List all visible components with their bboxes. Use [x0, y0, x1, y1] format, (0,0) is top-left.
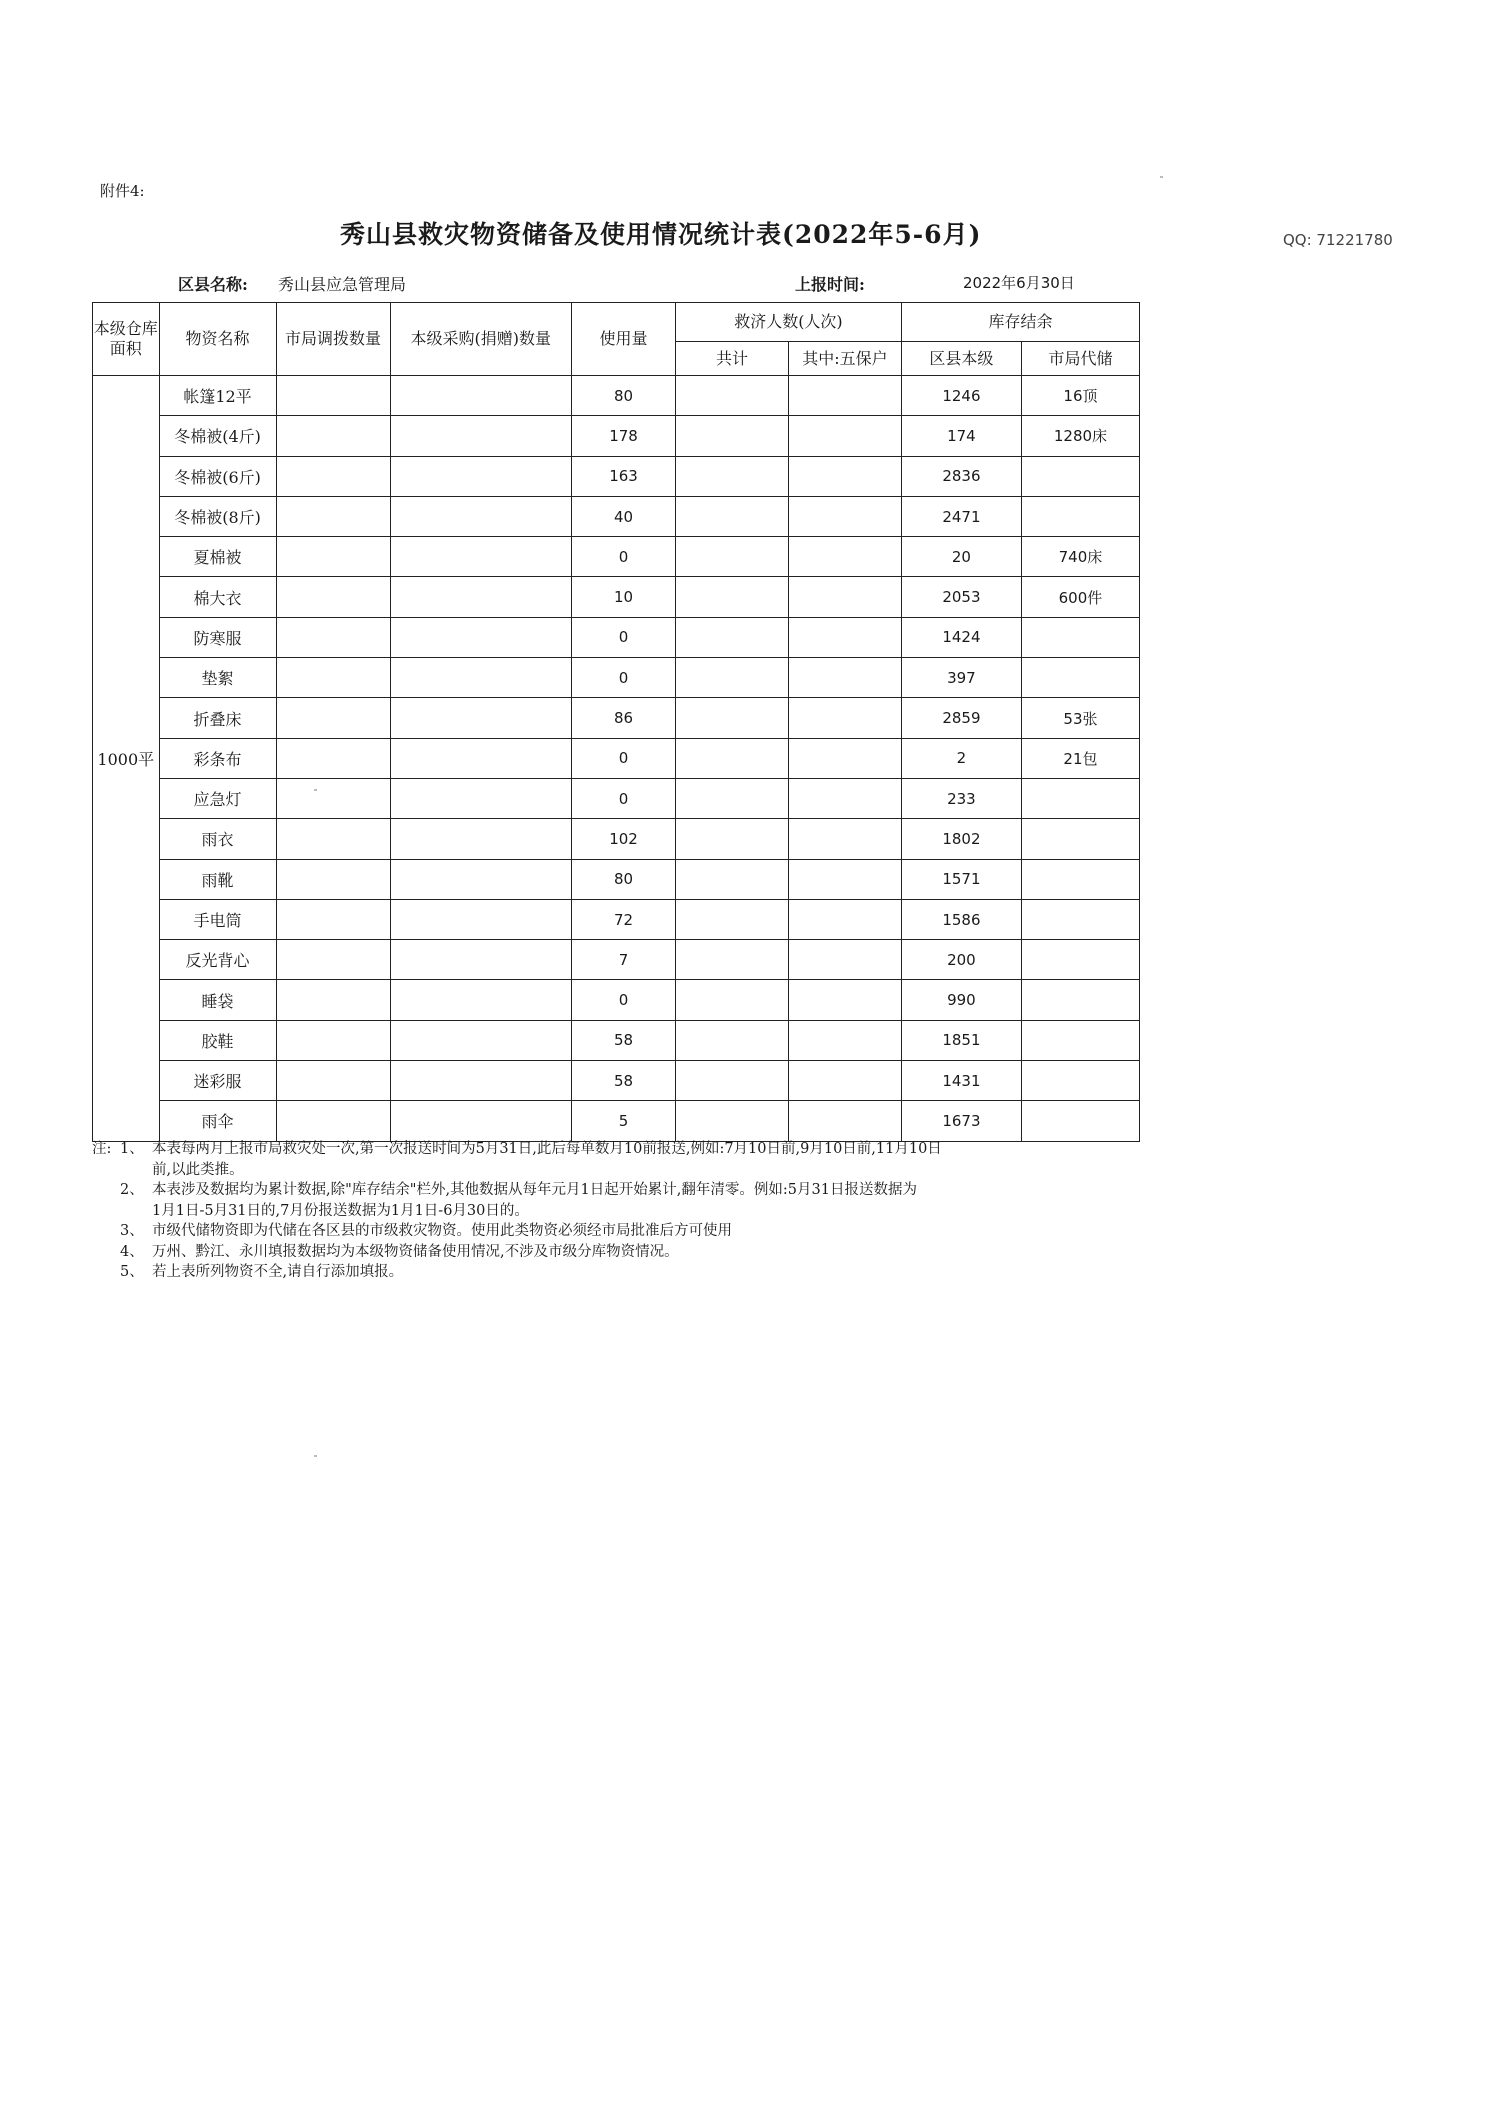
table-row — [93, 376, 1140, 416]
city-alloc-cell — [276, 899, 390, 939]
item-name-cell: 手电筒 — [159, 899, 276, 939]
table-row — [93, 899, 1140, 939]
table-row — [93, 859, 1140, 899]
relief-five-cell — [788, 859, 901, 899]
report-time-label: 上报时间: — [795, 275, 865, 294]
table-row — [93, 416, 1140, 456]
scan-speck — [314, 1455, 317, 1457]
stock-local-cell: 1802 — [901, 819, 1021, 859]
relief-total-cell — [675, 980, 788, 1020]
table-row — [93, 698, 1140, 738]
table-row — [93, 1020, 1140, 1060]
stock-local-cell: 200 — [901, 940, 1021, 980]
purchase-cell — [390, 416, 572, 456]
purchase-cell — [390, 496, 572, 536]
stock-local-cell: 233 — [901, 778, 1021, 818]
purchase-cell — [390, 698, 572, 738]
city-alloc-cell — [276, 859, 390, 899]
purchase-cell — [390, 658, 572, 698]
relief-five-cell — [788, 778, 901, 818]
item-name-cell: 雨衣 — [159, 819, 276, 859]
item-name-cell: 帐篷12平 — [159, 376, 276, 416]
usage-cell: 10 — [572, 577, 676, 617]
usage-cell: 0 — [572, 738, 676, 778]
header-usage: 使用量 — [572, 303, 676, 376]
note-number: 3、 — [120, 1223, 144, 1239]
relief-total-cell — [675, 577, 788, 617]
purchase-cell — [390, 778, 572, 818]
stock-city-cell — [1021, 1020, 1139, 1060]
table-row — [93, 819, 1140, 859]
note-text: 万州、黔江、永川填报数据均为本级物资储备使用情况,不涉及市级分库物资情况。 — [152, 1243, 679, 1260]
relief-five-cell — [788, 376, 901, 416]
item-name-cell: 防寒服 — [159, 617, 276, 657]
usage-cell: 0 — [572, 980, 676, 1020]
purchase-cell — [390, 376, 572, 416]
relief-five-cell — [788, 940, 901, 980]
district-label: 区县名称: — [178, 275, 248, 294]
usage-cell: 0 — [572, 658, 676, 698]
report-time-value: 2022年6月30日 — [963, 274, 1075, 292]
relief-total-cell — [675, 617, 788, 657]
header-area: 本级仓库面积 — [93, 303, 160, 376]
stock-city-cell — [1021, 859, 1139, 899]
item-name-cell: 垫絮 — [159, 658, 276, 698]
table-row — [93, 577, 1140, 617]
stock-local-cell: 1851 — [901, 1020, 1021, 1060]
stock-city-cell — [1021, 496, 1139, 536]
city-alloc-cell — [276, 819, 390, 859]
city-alloc-cell — [276, 738, 390, 778]
relief-five-cell — [788, 1020, 901, 1060]
stock-local-cell: 1431 — [901, 1061, 1021, 1101]
table-row — [93, 658, 1140, 698]
warehouse-area: 1000平 — [93, 376, 160, 1142]
relief-five-cell — [788, 456, 901, 496]
notes — [92, 1139, 1152, 1283]
purchase-cell — [390, 859, 572, 899]
stock-city-cell — [1021, 658, 1139, 698]
header-stock-local: 区县本级 — [901, 342, 1021, 376]
stock-city-cell — [1021, 456, 1139, 496]
header-relief-total: 共计 — [675, 342, 788, 376]
stock-local-cell: 397 — [901, 658, 1021, 698]
purchase-cell — [390, 980, 572, 1020]
relief-five-cell — [788, 658, 901, 698]
scan-speck — [1160, 176, 1163, 178]
purchase-cell — [390, 537, 572, 577]
stock-city-cell: 1280床 — [1021, 416, 1139, 456]
relief-total-cell — [675, 496, 788, 536]
stock-local-cell: 2859 — [901, 698, 1021, 738]
stock-local-cell: 174 — [901, 416, 1021, 456]
stock-city-cell: 740床 — [1021, 537, 1139, 577]
table-row — [93, 456, 1140, 496]
stock-local-cell: 990 — [901, 980, 1021, 1020]
stock-city-cell — [1021, 1101, 1139, 1141]
table-row — [93, 778, 1140, 818]
note-number: 5、 — [120, 1264, 144, 1280]
relief-total-cell — [675, 456, 788, 496]
note-text: 本表每两月上报市局救灾处一次,第一次报送时间为5月31日,此后每单数月10前报送,例如:7月10日前,9月10日前,11月10日 — [152, 1141, 942, 1157]
relief-total-cell — [675, 1061, 788, 1101]
city-alloc-cell — [276, 376, 390, 416]
usage-cell: 72 — [572, 899, 676, 939]
usage-cell: 102 — [572, 819, 676, 859]
page-title: 秀山县救灾物资储备及使用情况统计表(2022年5-6月) — [340, 220, 982, 249]
item-name-cell: 冬棉被(8斤) — [159, 496, 276, 536]
stock-local-cell: 2471 — [901, 496, 1021, 536]
notes-lead: 注: — [92, 1141, 112, 1157]
district-value: 秀山县应急管理局 — [278, 275, 407, 294]
table-row — [93, 496, 1140, 536]
note-number: 1、 — [120, 1141, 144, 1157]
purchase-cell — [390, 899, 572, 939]
header-stock: 库存结余 — [901, 303, 1139, 342]
stock-city-cell — [1021, 819, 1139, 859]
stock-local-cell: 2 — [901, 738, 1021, 778]
stock-local-cell: 2053 — [901, 577, 1021, 617]
table-row — [93, 537, 1140, 577]
stock-local-cell: 1571 — [901, 859, 1021, 899]
city-alloc-cell — [276, 496, 390, 536]
item-name-cell: 雨靴 — [159, 859, 276, 899]
item-name-cell: 雨伞 — [159, 1101, 276, 1141]
city-alloc-cell — [276, 577, 390, 617]
relief-total-cell — [675, 1101, 788, 1141]
stock-city-cell: 600件 — [1021, 577, 1139, 617]
stock-city-cell — [1021, 617, 1139, 657]
relief-five-cell — [788, 416, 901, 456]
stock-local-cell: 1673 — [901, 1101, 1021, 1141]
note-text: 市级代储物资即为代储在各区县的市级救灾物资。使用此类物资必须经市局批准后方可使用 — [152, 1223, 732, 1239]
table-row — [93, 940, 1140, 980]
usage-cell: 58 — [572, 1061, 676, 1101]
stock-city-cell: 21包 — [1021, 738, 1139, 778]
item-name-cell: 胶鞋 — [159, 1020, 276, 1060]
relief-total-cell — [675, 698, 788, 738]
city-alloc-cell — [276, 1061, 390, 1101]
usage-cell: 0 — [572, 617, 676, 657]
purchase-cell — [390, 456, 572, 496]
city-alloc-cell — [276, 1101, 390, 1141]
relief-five-cell — [788, 496, 901, 536]
relief-total-cell — [675, 376, 788, 416]
header-relief: 救济人数(人次) — [675, 303, 901, 342]
item-name-cell: 冬棉被(6斤) — [159, 456, 276, 496]
relief-five-cell — [788, 819, 901, 859]
stock-local-cell: 1424 — [901, 617, 1021, 657]
relief-five-cell — [788, 1101, 901, 1141]
purchase-cell — [390, 577, 572, 617]
item-name-cell: 反光背心 — [159, 940, 276, 980]
purchase-cell — [390, 1061, 572, 1101]
purchase-cell — [390, 819, 572, 859]
purchase-cell — [390, 738, 572, 778]
relief-total-cell — [675, 1020, 788, 1060]
item-name-cell: 冬棉被(4斤) — [159, 416, 276, 456]
relief-total-cell — [675, 819, 788, 859]
item-name-cell: 应急灯 — [159, 778, 276, 818]
stock-city-cell: 16顶 — [1021, 376, 1139, 416]
city-alloc-cell — [276, 698, 390, 738]
attachment-label: 附件4: — [100, 182, 145, 200]
city-alloc-cell — [276, 658, 390, 698]
usage-cell: 0 — [572, 778, 676, 818]
city-alloc-cell — [276, 940, 390, 980]
usage-cell: 178 — [572, 416, 676, 456]
relief-total-cell — [675, 416, 788, 456]
note-text: 1月1日-5月31日的,7月份报送数据为1月1日-6月30日的。 — [152, 1202, 529, 1219]
note-number: 4、 — [120, 1243, 144, 1260]
usage-cell: 86 — [572, 698, 676, 738]
header-purchase: 本级采购(捐赠)数量 — [390, 303, 572, 376]
item-name-cell: 迷彩服 — [159, 1061, 276, 1101]
table-row — [93, 617, 1140, 657]
item-name-cell: 棉大衣 — [159, 577, 276, 617]
city-alloc-cell — [276, 1020, 390, 1060]
note-number: 2、 — [120, 1182, 144, 1198]
city-alloc-cell — [276, 456, 390, 496]
city-alloc-cell — [276, 537, 390, 577]
item-name-cell: 彩条布 — [159, 738, 276, 778]
note-text: 若上表所列物资不全,请自行添加填报。 — [152, 1264, 404, 1280]
stock-city-cell — [1021, 778, 1139, 818]
relief-five-cell — [788, 899, 901, 939]
usage-cell: 80 — [572, 376, 676, 416]
stock-city-cell — [1021, 899, 1139, 939]
purchase-cell — [390, 940, 572, 980]
stock-local-cell: 20 — [901, 537, 1021, 577]
note-text: 本表涉及数据均为累计数据,除"库存结余"栏外,其他数据从每年元月1日起开始累计,翻年清零。例如:5月31日报送数据为 — [152, 1182, 917, 1198]
stock-city-cell — [1021, 940, 1139, 980]
city-alloc-cell — [276, 416, 390, 456]
header-name: 物资名称 — [159, 303, 276, 376]
purchase-cell — [390, 1020, 572, 1060]
city-alloc-cell — [276, 980, 390, 1020]
usage-cell: 5 — [572, 1101, 676, 1141]
table-row — [93, 980, 1140, 1020]
relief-five-cell — [788, 537, 901, 577]
relief-total-cell — [675, 537, 788, 577]
relief-five-cell — [788, 577, 901, 617]
usage-cell: 80 — [572, 859, 676, 899]
stock-local-cell: 1586 — [901, 899, 1021, 939]
stock-local-cell: 1246 — [901, 376, 1021, 416]
relief-five-cell — [788, 698, 901, 738]
usage-cell: 58 — [572, 1020, 676, 1060]
purchase-cell — [390, 1101, 572, 1141]
usage-cell: 0 — [572, 537, 676, 577]
stock-local-cell: 2836 — [901, 456, 1021, 496]
relief-total-cell — [675, 738, 788, 778]
relief-total-cell — [675, 940, 788, 980]
scan-speck — [314, 789, 317, 791]
relief-total-cell — [675, 658, 788, 698]
usage-cell: 7 — [572, 940, 676, 980]
purchase-cell — [390, 617, 572, 657]
relief-total-cell — [675, 899, 788, 939]
header-relief-five: 其中:五保户 — [788, 342, 901, 376]
city-alloc-cell — [276, 617, 390, 657]
table-row — [93, 1061, 1140, 1101]
item-name-cell: 睡袋 — [159, 980, 276, 1020]
table-row — [93, 1101, 1140, 1141]
usage-cell: 40 — [572, 496, 676, 536]
city-alloc-cell — [276, 778, 390, 818]
relief-five-cell — [788, 980, 901, 1020]
table-row — [93, 738, 1140, 778]
item-name-cell: 夏棉被 — [159, 537, 276, 577]
relief-five-cell — [788, 1061, 901, 1101]
relief-five-cell — [788, 738, 901, 778]
relief-total-cell — [675, 859, 788, 899]
item-name-cell: 折叠床 — [159, 698, 276, 738]
stock-city-cell: 53张 — [1021, 698, 1139, 738]
header-stock-city: 市局代储 — [1021, 342, 1139, 376]
usage-cell: 163 — [572, 456, 676, 496]
note-text: 前,以此类推。 — [152, 1161, 244, 1178]
statistics-table — [92, 302, 1140, 1142]
qq-label: QQ: 71221780 — [1283, 231, 1393, 249]
stock-city-cell — [1021, 980, 1139, 1020]
stock-city-cell — [1021, 1061, 1139, 1101]
relief-five-cell — [788, 617, 901, 657]
relief-total-cell — [675, 778, 788, 818]
header-city-alloc: 市局调拨数量 — [276, 303, 390, 376]
